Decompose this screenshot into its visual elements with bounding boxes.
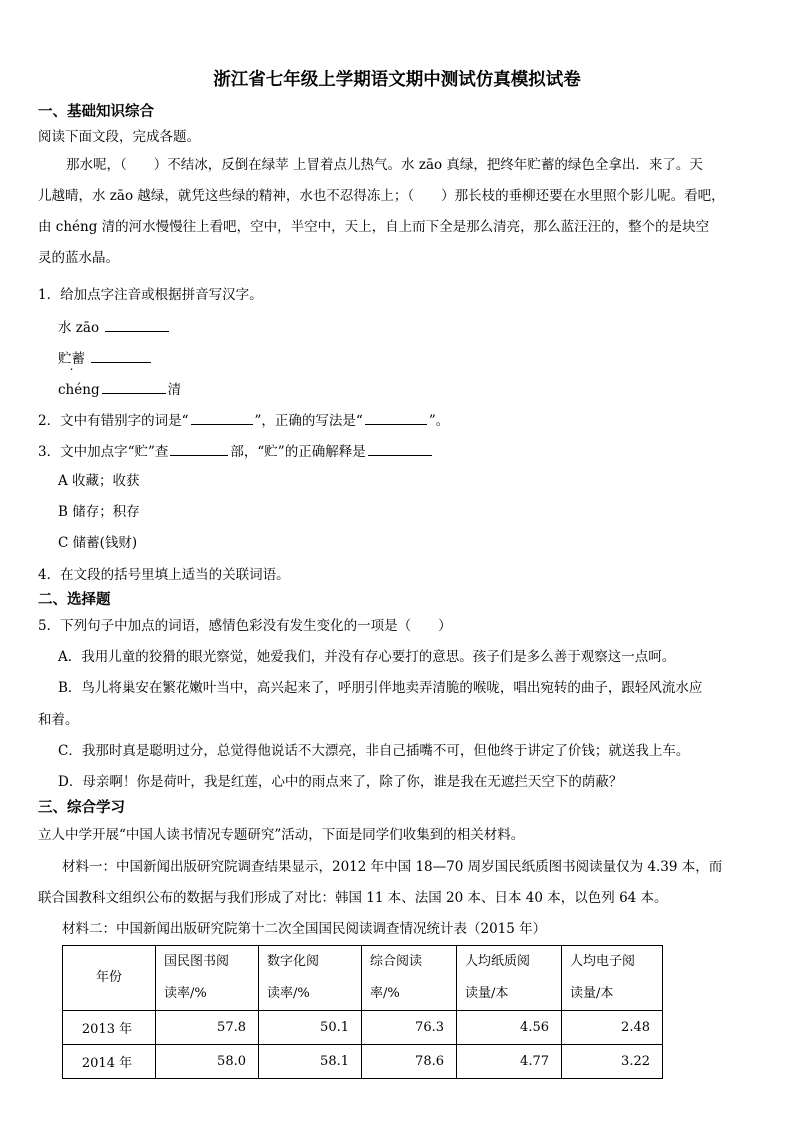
question-4: 4．在文段的括号里填上适当的关联词语。 [38,567,290,583]
passage-line-2: 儿越晴，水 zāo 越绿，就凭这些绿的精神，水也不忍得冻上；（ ）那长枝的垂柳还要在水里照个影儿呢。看吧， [38,188,725,204]
page-title: 浙江省七年级上学期语文期中测试仿真模拟试卷 [213,70,581,90]
table-cell: 58.0 [156,1045,259,1079]
table-header-col3 [362,946,457,1011]
question-5-option-a[interactable]: A．我用儿童的狡猾的眼光察觉，她爱我们，并没有存心要打的意思。孩子们是多么善于观察这一点呵。 [58,649,676,665]
answer-blank-2b[interactable] [365,410,427,425]
header-col4-a: 人均纸质阅 [465,954,531,969]
table-cell: 76.3 [362,1011,457,1045]
passage-line-4: 灵的蓝水晶。 [38,250,119,266]
table-cell: 2013 年 [63,1011,156,1045]
table-cell: 2.48 [562,1011,663,1045]
table-row [63,1045,663,1079]
question-2 [38,410,449,430]
header-col2-a: 数字化阅 [267,954,320,969]
table-header-year: 年份 [63,946,156,1011]
question-5-option-c[interactable]: C．我那时真是聪明过分，总觉得他说话不大漂亮，非自己插嘴不可，但他终于讲定了价钱；就送我上车。 [58,743,690,759]
section-heading-2: 二、选择题 [38,592,111,608]
table-cell: 4.56 [457,1011,562,1045]
header-col5-a: 人均电子阅 [570,954,636,969]
question-1c [58,379,181,399]
question-2-text-a: 2．文中有错别字的词是“ [38,413,189,429]
question-1c-char: 清 [167,382,182,398]
table-cell: 4.77 [457,1045,562,1079]
material-1-line-1: 材料一：中国新闻出版研究院调查结果显示，2012 年中国 18—70 周岁国民纸质图书阅读量仅为 4.39 本，而 [62,859,723,875]
table-header-col5 [562,946,663,1011]
question-3-option-b[interactable]: B 储存；积存 [58,504,140,520]
table-header-col2 [259,946,362,1011]
question-3 [38,441,434,461]
question-5-option-b-cont: 和着。 [38,712,79,728]
material-1-line-2: 联合国教科文组织公布的数据与我们形成了对比：韩国 11 本、法国 20 本、日本 40 本，以色列 64 本。 [38,890,668,906]
passage [38,150,758,181]
section-heading-3: 三、综合学习 [38,800,125,816]
question-5-option-b[interactable]: B．鸟儿将巢安在繁花嫩叶当中，高兴起来了，呼朋引伴地卖弄清脆的喉咙，唱出宛转的曲子，跟轻风流水应 [58,680,703,696]
question-2-text-b: ”，正确的写法是“ [254,413,363,429]
table-cell: 78.6 [362,1045,457,1079]
material-2-caption: 材料二：中国新闻出版研究院第十二次全国国民阅读调查情况统计表（2015 年） [62,921,547,937]
header-col3-a: 综合阅读 [370,954,423,969]
question-1b-label: 贮蓄 [58,351,85,367]
header-col4-b: 读量/本 [465,986,509,1001]
question-1b [58,348,153,368]
header-col1-b: 读率/% [164,986,207,1001]
passage-line-1: 那水呢，（ ）不结冰，反倒在绿苹 上冒着点儿热气。水 zāo 真绿，把终年贮蓄的绿色全拿出．来了。天 [66,157,703,173]
header-col1-a: 国民图书阅 [164,954,230,969]
table-cell: 58.1 [259,1045,362,1079]
activity-intro: 立人中学开展“中国人读书情况专题研究”活动，下面是同学们收集到的相关材料。 [38,827,525,843]
passage-line-3: 由 chéng 清的河水慢慢往上看吧，空中，半空中，天上，自上而下全是那么清亮，那么蓝汪汪的，整个的是块空 [38,219,710,235]
question-3-text-a: 3．文中加点字“贮”查 [38,444,169,460]
question-3-option-c[interactable]: C 储蓄(钱财) [58,535,138,551]
table-cell: 57.8 [156,1011,259,1045]
question-2-text-c: ”。 [428,413,450,429]
table-cell: 2014 年 [63,1045,156,1079]
answer-blank-1c[interactable] [102,379,166,394]
header-col2-b: 读率/% [267,986,310,1001]
table-header-row [63,946,663,1011]
reading-intro: 阅读下面文段，完成各题。 [38,129,200,145]
header-col5-b: 读量/本 [570,986,614,1001]
table-cell: 50.1 [259,1011,362,1045]
question-1a-label: 水 zāo [58,320,100,336]
table-row [63,1011,663,1045]
question-5-stem: 5．下列句子中加点的词语，感情色彩没有发生变化的一项是（ ） [38,618,452,634]
answer-blank-3a[interactable] [170,441,228,456]
answer-blank-2a[interactable] [191,410,253,425]
question-5-option-d[interactable]: D．母亲啊！你是荷叶，我是红莲，心中的雨点来了，除了你，谁是我在无遮拦天空下的荫蔽？ [58,774,623,790]
table-header-col4 [457,946,562,1011]
question-1c-pinyin: chéng [58,382,100,398]
reading-survey-table [62,945,663,1079]
question-3-text-b: 部，“贮”的正确解释是 [230,444,366,460]
table-cell: 3.22 [562,1045,663,1079]
answer-blank-1b[interactable] [91,348,151,363]
table-header-col1 [156,946,259,1011]
question-1a [58,317,171,337]
question-1-stem: 1．给加点字注音或根据拼音写汉字。 [38,287,263,303]
answer-blank-3b[interactable] [368,441,432,456]
section-heading-1: 一、基础知识综合 [38,104,154,120]
answer-blank-1a[interactable] [105,317,169,332]
header-col3-b: 率/% [370,986,400,1001]
question-3-option-a[interactable]: A 收藏；收获 [58,473,140,489]
